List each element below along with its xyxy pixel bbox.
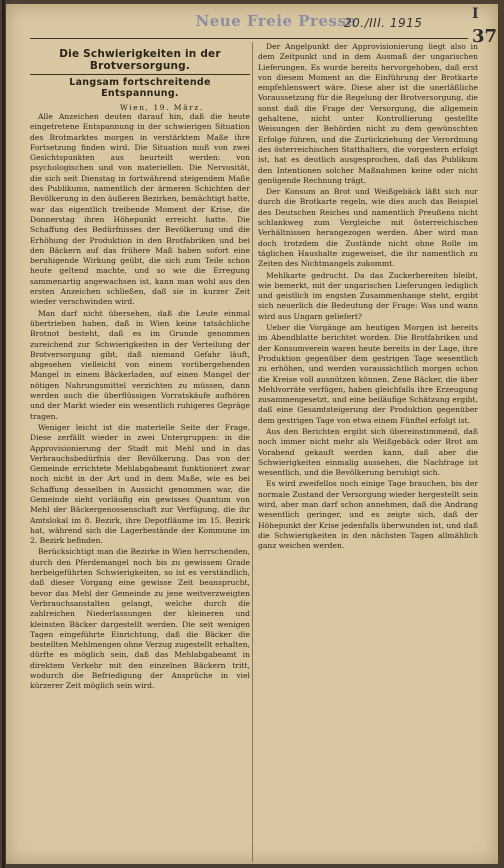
article-paragraph: Der Konsum an Brot und Weißgebäck läßt sich nur durch die Brotkarte regeln, wie dies auch das Beispiel des Deutschen Reiches und namentlich Preußens nicht schlankweg zum Vergleiche mit österreichischen Verhältnissen herangezogen werden. Aber wird man doch trotzdem die Zustände nicht ohne Rolle im täglichen Haushalte zugeweiset, die ihr namentlich zu Zeiten des Nichtmangels zukommt. xyxy=(258,187,478,269)
section-mark: I xyxy=(472,6,479,22)
top-rule xyxy=(30,38,468,39)
article-paragraph: Man darf nicht übersehen, daß die Leute einmal übertrieben haben, daß in Wien keine tatsächliche Brotnot besteht, daß es im Grunde genommen zureichend zur Schwierigkeiten in der Verteilung der Brotversorgung gibt, daß niemand Gefahr läuft, abgesehen vielleicht von einem vorübergehenden Mangel in einem Bäckerladen, auf einen Mangel der nötigen Nahrungsmittel verzichten zu müssen, dann werden auch die überflüssigen Vorratskäufe aufhören und der Markt wieder ein wesentlich ruhigeres Gepräge tragen. xyxy=(30,308,250,421)
article-paragraph: Weniger leicht ist die materielle Seite der Frage. Diese zerfällt wieder in zwei Untergruppen: in die Approvisionierung der Stadt mit Mehl und in das Verbrauchsbedürfnis der Bevölkerung. Das von der Gemeinde errichtete Mehlabgabeamt funktioniert zwar noch nicht in der Art und in dem Maße, wie es bei Schaffung desselben in Aussicht genommen war, die Gemeinde sieht vorläufig ein gewisses Quantum von Mehl der Bäckergenossenschaft zur Verfügung, die ihr Amtslokal im 8. Bezirk, ihre Depotfläume im 15. Bezirk hat, während sich die Lagerbestände der Kommune im 2. Bezirk befinden. xyxy=(30,422,250,546)
handwritten-date: 20./III. 1915 xyxy=(344,16,423,30)
article-headline: Die Schwierigkeiten in der Brotversorgung. xyxy=(30,48,250,75)
article-dateline: Wien, 19. März. xyxy=(120,103,204,112)
newspaper-masthead: Neue Freie Presse xyxy=(195,12,357,30)
column-divider xyxy=(252,42,253,862)
article-paragraph: Berücksichtigt man die Bezirke in Wien herrschenden, durch den Pferdemangel noch bis zu gewissem Grade herbeigeführten Schwierigkeiten, so ist es verständlich, daß dieser Vorgang eine gewisse Zeit beansprucht, bevor das Mehl der Gemeinde zu jene weitverzweigten Verbrauchsanstalten gelangt, welche durch die zahlreichen Niederlassungen der kleineren und kleinsten Bäcker dargestellt werden. Die seit wenigen Tagen eingeführte Einrichtung, daß die Bäcker die bestellten Mehlmengen ohne Verzug zugestellt erhalten, dürfte es möglich sein, daß das Mehlabgabeamt in direktem Verkehr mit den einzelnen Bäckern tritt, wodurch die Befriedigung der Ansprüche in viel kürzerer Zeit möglich sein wird. xyxy=(30,547,250,691)
article-paragraph: Es wird zweifellos noch einige Tage brauchen, bis der normale Zustand der Versorgung wieder hergestellt sein wird, aber man darf schon annehmen, daß die Andrang wesentlich geringer, und es zeigte sich, daß der Höhepunkt der Krise jedenfalls überwunden ist, und daß die Schwierigkeiten in den nächsten Tagen allmählich ganz weichen werden. xyxy=(258,479,478,551)
edge-strip xyxy=(2,0,5,868)
article-paragraph: Ueber die Vorgänge am heutigen Morgen ist bereits im Abendblatte berichtet worden. Die Brotfabriken und der Konsumverein waren heute bereits in der Lage, ihre Produktion gegenüber dem gestrigen Tage wesentlich zu erhöhen, und werden voraussichtlich morgen schon die Kreise voll ausnützen können. Zene Bäcker, die über Mehlvorräte verfügen, haben gleichfalls ihre Erzeugung zusammengesetzt, und eine beiläufige Schätzung ergibt, daß eine Gesamtsteigerung der Produktion gegenüber dem gestrigen Tage von etwa einem Fünftel erfolgt ist. xyxy=(258,323,478,425)
article-paragraph: Mehlkarte gedrucht. Da das Zuckerbereiten bleibt, wie bemerkt, mit der ungarischen Lieferungen lediglich und geistlich im engsten Zusammenhange steht, ergibt sich neuerlich die Bedeutung der Frage: Was und wann wird aus Ungarn geliefert? xyxy=(258,270,478,321)
page-number: 37 xyxy=(472,26,498,47)
article-paragraph: Der Angelpunkt der Approvisionierung liegt also in dem Zeitpunkt und in dem Ausmaß der ungarischen Lieferungen. Es wurde bereits hervorgehoben, daß erst von diesem Moment an die Einführung der Brotkarte empfehlenswert wäre. Diese aber ist die unerläßliche Voraussetzung für die Regelung der Brotversorgung, die sonst daß die Frage der Versorgung, die allgemein gehaltene, nicht unter Kontrollierung gestellte Weisungen der Behörden nicht zu dem gewünschten Erfolge führen, und die Zurückziehung der Verordnung des österreichischen Statthalters, die vorgestern erfolgt ist, hat es deutlich ausgesprochen, daß das Publikum den Intentionen solcher Maßnahmen keine oder nicht genügende Rechnung trägt. xyxy=(258,42,478,185)
article-paragraph: Alle Anzeichen deuten darauf hin, daß die heute eingetretene Entspannung in der schwierigen Situation des Brotmarktes morgen in verstärktem Maße ihre Fortsetzung finden wird. Die Situation muß von zwei Gesichtspunkten aus beurteilt werden: von psychologischen und von materiellen. Die Nervosität, die sich seit Dienstag in fortwährend steigendem Maße des Publikums, namentlich der ärmeren Schichten der Bevölkerung in den äußeren Bezirken, bemächtigt hatte, war das eigentlich treibende Moment der Krise, die Donnerstag ihren Höhepunkt erreicht hatte. Die Schaffung des Bedürfnisses der Bevölkerung und die Erhöhung der Produktion in den Brotfabriken und bei den Bäckern auf das frühere Maß haben sofort eine beruhigende Wirkung geübt, die sich zum Teile schon heute geltend machte, und so wie die Erregung sammenartig angewachsen ist, kann man wohl aus den ersten Anzeichen schließen, daß sie in kurzer Zeit wieder verschwinden wird. xyxy=(30,112,250,307)
newspaper-clipping xyxy=(6,4,498,864)
article-subheadline: Langsam fortschreitende Entspannung. xyxy=(69,77,211,99)
article-paragraph: Aus den Berichten ergibt sich übereinstimmend, daß noch immer nicht mehr als Weißgebäck oder Brot am Vorabend gekauft werden kann, daß aber die Schwierigkeiten einmalig aussehen, die Nachfrage ist wesentlich, und die Bevölkerung beruhigt sich. xyxy=(258,426,478,478)
left-column xyxy=(30,42,250,862)
right-column xyxy=(258,42,478,862)
